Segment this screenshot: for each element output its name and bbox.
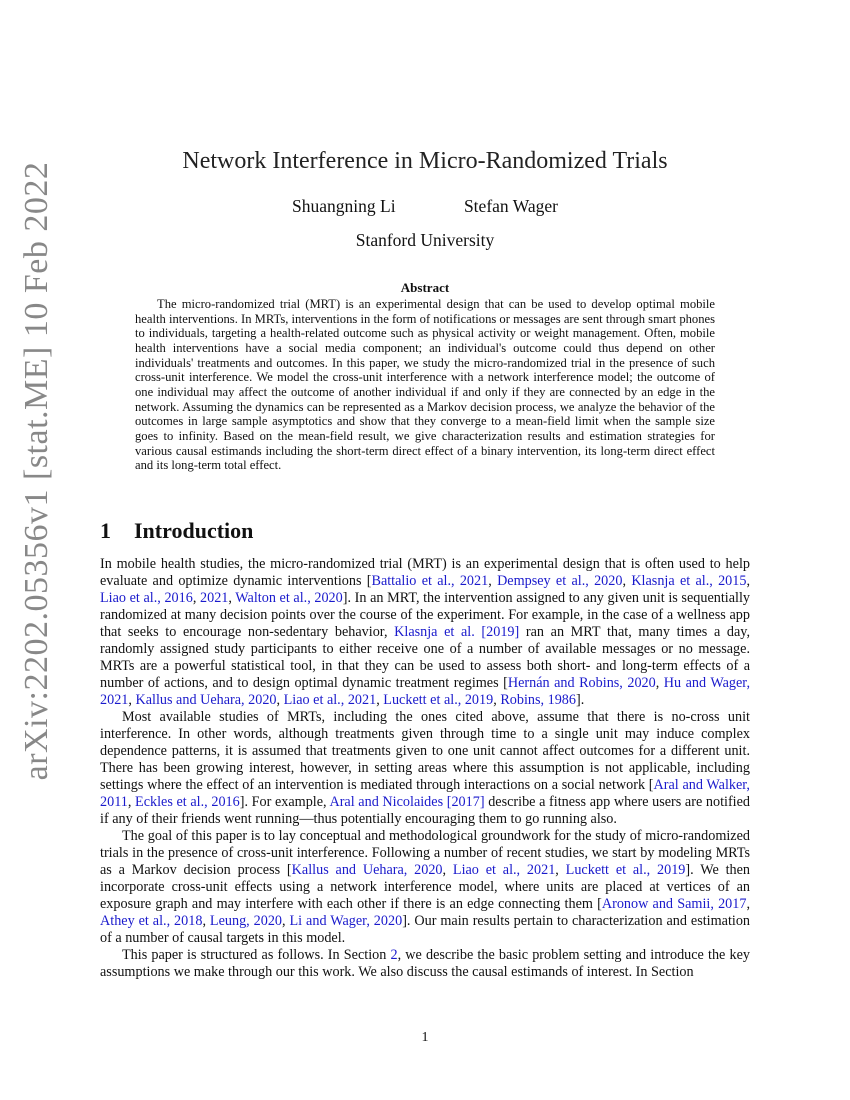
citation-link[interactable]: Luckett et al., 2019 <box>383 692 494 708</box>
citation-link[interactable]: Hernán and Robins, 2020 <box>507 675 656 691</box>
text-run: , <box>555 862 566 878</box>
page-number: 1 <box>421 1030 429 1045</box>
text-run: , <box>276 692 284 708</box>
abstract-heading: Abstract <box>400 280 450 295</box>
text-run: , <box>282 913 290 929</box>
abstract-text: The micro-randomized trial (MRT) is an experimental design that can be used to develop optimal mobile health interventions. In MRTs, interventions in the form of notifications or messages are sent through smart phones to individuals, targeting a health-related outcome such as physical activity or weight management. Often, mobile health interventions have a social media component; an individual's outcome could thus depend on other individuals' treatments and outcomes. In this paper, we study the micro-randomized trial in the presence of such cross-unit interference. We model the cross-unit interference with a network interference model; the outcome of one individual may affect the outcome of another individual if and only if they are connected by an edge in the network. Assuming the dynamics can be represented as a Markov decision process, we analyze the behavior of the outcomes in large sample asymptotics and show that they converge to a mean-field limit when the sample size goes to infinity. Based on the mean-field result, we give characterization results and estimation strategies for various causal estimands including the short-term direct effect of a binary intervention, its long-term direct effect and its long-term total effect. <box>135 297 715 473</box>
author-name: Shuangning Li <box>292 196 396 216</box>
text-run: Most available studies of MRTs, including the ones cited above, assume that there is no-cross unit interference. In other words, although treatments given through time to a single unit may induce complex dependence patterns, it is assumed that treatments given to one unit cannot affect outcomes for a different unit. There has been growing interest, however, in setting areas where this assumption is not applicable, including settings where the effect of an intervention is mediated through interactions on a social network [ <box>100 709 750 793</box>
citation-link[interactable]: Aral and Nicolaides [2017] <box>329 794 485 810</box>
arxiv-identifier-text: arXiv:2202.05356v1 [stat.ME] 10 Feb 2022 <box>18 161 55 781</box>
citation-link[interactable]: Kallus and Uehara, 2020 <box>291 862 443 878</box>
text-run: , <box>746 573 751 589</box>
text-run: ]. <box>576 692 585 708</box>
text-run: , <box>228 590 236 606</box>
text-run: , <box>376 692 384 708</box>
text-run: This paper is structured as follows. In Section <box>122 947 391 963</box>
citation-link[interactable]: Athey et al., 2018 <box>100 913 203 929</box>
text-run: , <box>655 675 664 691</box>
section-heading <box>100 518 253 544</box>
citation-link[interactable]: Liao et al., 2021 <box>452 862 556 878</box>
text-run: , <box>192 590 200 606</box>
citation-link[interactable]: Hu and Wager, 2021 <box>100 675 750 708</box>
arxiv-identifier <box>4 161 70 781</box>
author-name: Stefan Wager <box>463 196 558 216</box>
citation-link[interactable]: Walton et al., 2020 <box>235 590 343 606</box>
text-run: ran an MRT that, many times a day, randomly assigned study participants to either receive one of a number of available messages or no message. MRTs are a powerful statistical tool, in that they can be used to assess both short- and long-term effects of a number of actions, and to design optimal dynamic treatment regimes [ <box>100 624 750 691</box>
text-run: In mobile health studies, the micro-randomized trial (MRT) is an experimental design that is often used to help evaluate and optimize dynamic interventions [ <box>100 556 750 589</box>
text-run: , <box>622 573 632 589</box>
paragraph <box>100 709 750 828</box>
text-run: , <box>746 896 751 912</box>
section-number: 1 <box>100 518 111 543</box>
text-run: ]. Our main results pertain to characterization and estimation of a number of causal targets in this model. <box>100 913 751 946</box>
text-run: , <box>128 692 136 708</box>
text-run: , we describe the basic problem setting and introduce the key assumptions we make through our this work. We also discuss the causal estimands of interest. In Section <box>100 947 750 980</box>
text-run: ]. We then incorporate cross-unit effects using a network interference model, where units are placed at vertices of an exposure graph and may interfere with each other if there is an edge connecting them [ <box>100 862 751 912</box>
citation-link[interactable]: Kallus and Uehara, 2020 <box>135 692 277 708</box>
author-list <box>106 196 744 217</box>
affiliation: Stanford University <box>355 230 495 250</box>
text-run: , <box>127 794 136 810</box>
text-run: , <box>202 913 210 929</box>
paragraph <box>100 947 750 981</box>
citation-link[interactable]: Aronow and Samii, 2017 <box>601 896 747 912</box>
text-run: , <box>442 862 453 878</box>
text-run: describe a fitness app where users are notified if any of their friends went running—thus potentially encouraging them to go running also. <box>100 794 751 827</box>
paragraph <box>100 828 750 947</box>
citation-link[interactable]: Leung, 2020 <box>209 913 283 929</box>
text-run: , <box>488 573 498 589</box>
text-run: ]. For example, <box>239 794 330 810</box>
paragraph <box>100 556 750 709</box>
section-title: Introduction <box>134 518 254 543</box>
text-run: ]. In an MRT, the intervention assigned to any given unit is sequentially randomized at many decision points over the course of the experiment. For example, in the case of a wellness app that seeks to encourage non-sedentary behavior, <box>100 590 750 640</box>
section-link[interactable]: 2 <box>390 947 398 963</box>
text-run: , <box>493 692 501 708</box>
citation-link[interactable]: Klasnja et al., 2015 <box>631 573 747 589</box>
citation-link[interactable]: Dempsey et al., 2020 <box>497 573 623 589</box>
citation-link[interactable]: Liao et al., 2016 <box>100 590 193 606</box>
citation-link[interactable]: Klasnja et al. [2019] <box>394 624 520 640</box>
body-text <box>100 556 750 981</box>
citation-link[interactable]: Robins, 1986 <box>500 692 576 708</box>
citation-link[interactable]: Eckles et al., 2016 <box>135 794 240 810</box>
text-run: The goal of this paper is to lay conceptual and methodological groundwork for the study of micro-randomized trials in the presence of cross-unit interference. Following a number of recent studies, we start by modeling MRTs as a Markov decision process [ <box>100 828 750 878</box>
citation-link[interactable]: 2021 <box>200 590 229 606</box>
citation-link[interactable]: Aral and Walker, 2011 <box>100 777 750 810</box>
citation-link[interactable]: Li and Wager, 2020 <box>289 913 403 929</box>
paper-title: Network Interference in Micro-Randomized Trials <box>182 148 668 174</box>
citation-link[interactable]: Liao et al., 2021 <box>283 692 377 708</box>
citation-link[interactable]: Battalio et al., 2021 <box>371 573 489 589</box>
citation-link[interactable]: Luckett et al., 2019 <box>565 862 686 878</box>
